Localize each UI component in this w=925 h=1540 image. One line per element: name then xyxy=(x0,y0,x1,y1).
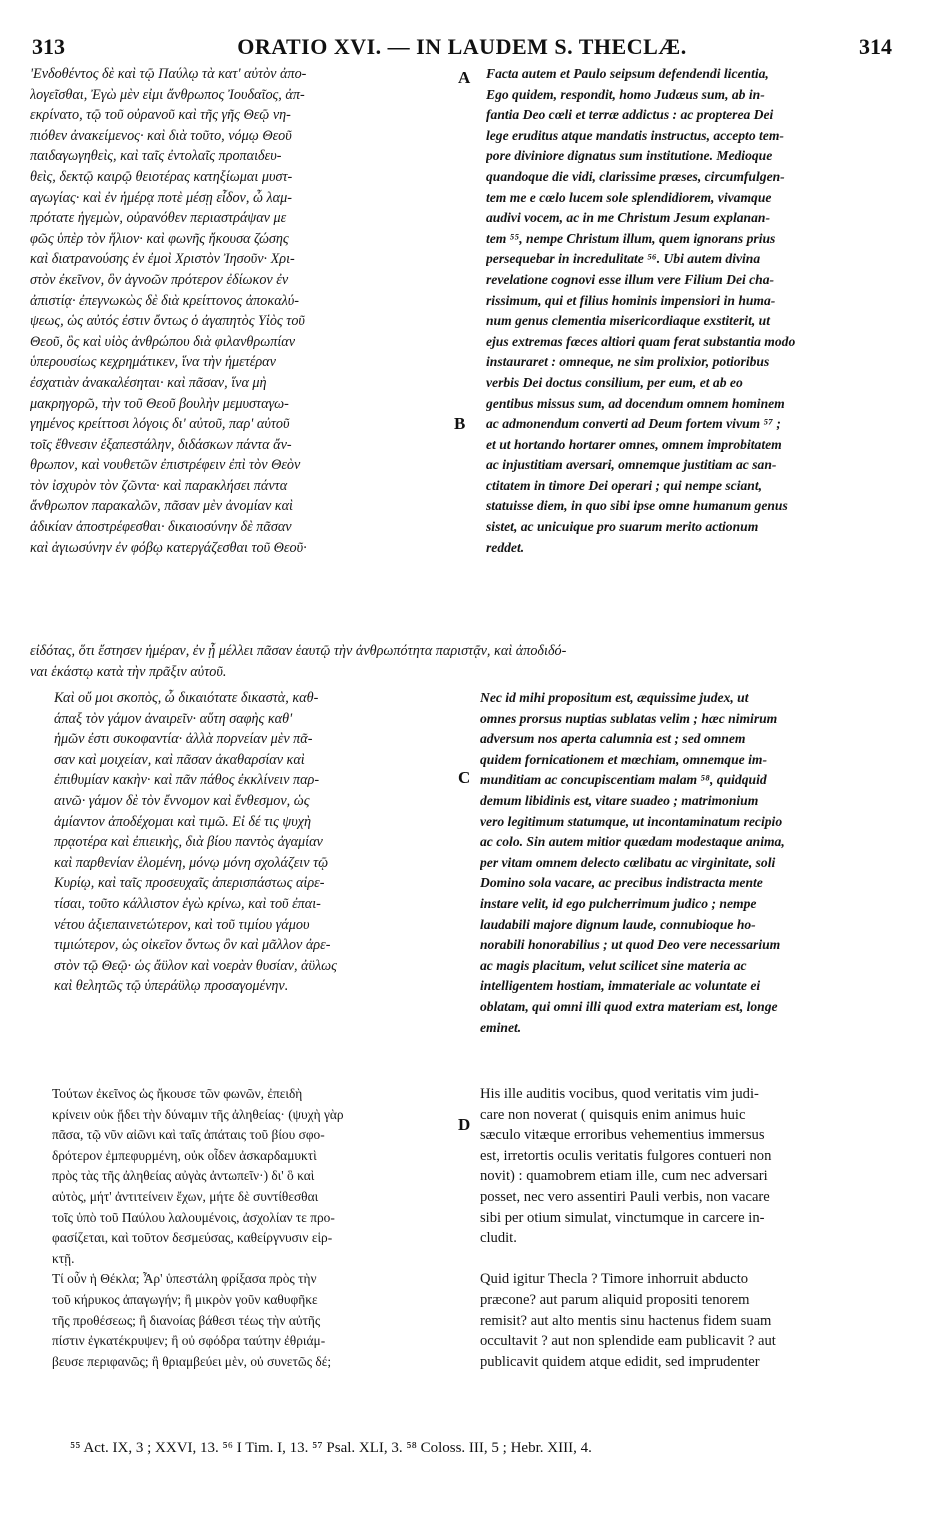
text-line: ac magis placitum, velut scilicet sine materia ac xyxy=(480,957,747,973)
text-line: αινῶ· γάμον δὲ τὸν ἔννομον καὶ ἔνθεσμον, ὡς xyxy=(54,792,310,809)
text-line: tem ⁵⁵, nempe Christum illum, quem ignorans prius xyxy=(486,230,776,246)
text-line: ac admonendum converti ad Deum fortem vivum ⁵⁷ ; xyxy=(486,416,781,432)
text-line: αγωγίας· καὶ ἐν ἡμέρᾳ ποτὲ μέσῃ εἶδον, ὦ λαμ- xyxy=(30,189,292,206)
text-line: quidem fornicationem et mœchiam, omnemque im- xyxy=(480,751,767,767)
text-line: adversum nos aperta calumnia est ; sed omnem xyxy=(480,731,746,747)
text-line: τῆς προθέσεως; ἢ διανοίας βάθεσι τέως τὴν αὐτῆς xyxy=(52,1312,321,1328)
text-line: παιδαγωγηθεὶς, καὶ ταῖς ἐντολαῖς προπαιδευ- xyxy=(30,148,282,165)
text-line: laudabili majore dignum laude, connubioque ho- xyxy=(480,916,756,932)
text-line: demum libidinis est, vitare suadeo ; matrimonium xyxy=(480,792,759,808)
text-line: ἡμῶν ἐστι συκοφαντία· ἀλλὰ πορνείαν μὲν πᾶ- xyxy=(54,731,313,748)
text-line: ὑπερουσίως κεχρημάτικεν, ἵνα τὴν ἡμετέραν xyxy=(30,354,276,371)
text-line: Quid igitur Thecla ? Timore inhorruit abducto xyxy=(480,1271,749,1288)
text-line: munditiam ac concupiscentiam malam ⁵⁸, quidquid xyxy=(480,772,767,788)
text-line: λογεῖσθαι, Ἐγὼ μὲν εἰμι ἄνθρωπος Ἰουδαῖος, ἀπ- xyxy=(30,86,305,103)
text-line: eminet. xyxy=(480,1019,522,1035)
text-line: τοῦ κήρυκος ἀπαγωγήν; ἢ μικρὸν γοῦν καθυφῆκε xyxy=(52,1291,318,1307)
text-line: est, irretortis oculis veritatis fulgores contueri non xyxy=(480,1147,772,1164)
text-line: τὸν ἰσχυρὸν τὸν ζῶντα· καὶ παρακλήσει πάντα xyxy=(30,477,288,494)
text-line: intelligentem hostiam, immateriale ac voluntate ei xyxy=(480,978,761,994)
greek-column-bottom xyxy=(52,1084,457,1372)
text-line: φασίζεται, καὶ τοῦτον δεσμεύσας, καθείργνυσιν εἱρ- xyxy=(52,1230,333,1246)
text-line: βευσε περιφανῶς; ἢ θριαμβεύει μὲν, οὐ συνετῶς δέ; xyxy=(52,1353,332,1369)
text-line: ἀπιστίᾳ· ἐπεγνωκὼς δὲ διὰ κρείττονος ἀποκαλύ- xyxy=(30,292,300,309)
text-line: θεὶς, δεκτῷ καιρῷ θειοτέρας κατηξίωμαι μυστ- xyxy=(30,168,293,185)
text-line: καὶ ἁγιωσύνην ἐν φόβῳ κατεργάζεσθαι τοῦ Θεοῦ· xyxy=(30,539,307,556)
text-line: omnes prorsus nuptias sublatas velim ; hæc nimirum xyxy=(480,710,778,726)
text-line: πᾶσα, τῷ νῦν αἰῶνι καὶ ταῖς ἀπάταις τοῦ βίου σφο- xyxy=(52,1127,325,1143)
text-line: Facta autem et Paulo seipsum defendendi licentia, xyxy=(486,66,769,81)
text-line: per vitam omnem delecto cœlibatu ac virginitate, soli xyxy=(480,854,776,870)
text-line: cludit. xyxy=(480,1230,517,1247)
text-line: lege eruditus atque mandatis instructus, accepto tem- xyxy=(486,127,784,143)
text-line: ἀδικίαν ἀποστρέφεσθαι· δικαιοσύνην δὲ πᾶσαν xyxy=(30,519,292,536)
section-marker-a: A xyxy=(458,68,471,87)
text-line: Nec id mihi propositum est, æquissime judex, ut xyxy=(480,690,749,705)
text-line: ἐσχατιὰν ἀνακαλέσηται· καὶ πᾶσαν, ἵνα μὴ xyxy=(30,374,267,391)
text-line: καὶ θελητῶς τῷ ὑπεράϋλῳ προσαγομένην. xyxy=(54,978,289,995)
text-line: ac colo. Sin autem mitior quædam modestaque anima, xyxy=(480,834,785,850)
text-line: πρὸς τὰς τῆς ἀληθείας αὐγὰς ἀντωπεῖν·) δι' ὃ καὶ xyxy=(52,1168,315,1184)
text-line: Καὶ οὔ μοι σκοπὸς, ὦ δικαιότατε δικαστὰ, καθ- xyxy=(54,690,319,706)
text-line: Τούτων ἐκεῖνος ὡς ἤκουσε τῶν φωνῶν, ἐπειδὴ xyxy=(52,1086,303,1101)
text-line: άπαξ τὸν γάμον ἀναιρεῖν· αὕτη σαφὴς καθ' xyxy=(54,710,293,727)
text-line: τίσαι, τοῦτο κάλλιστον ἐγὼ κρίνω, καὶ τοῦ ἐπαι- xyxy=(54,895,321,912)
running-header xyxy=(32,34,892,62)
footnotes: ⁵⁵ Act. IX, 3 ; XXVI, 13. ⁵⁶ I Tim. I, 13. ⁵⁷ Psal. XLI, 3. ⁵⁸ Coloss. III, 5 ; Hebr. XIII, 4. xyxy=(70,1440,592,1456)
text-line: tem me e cœlo lucem sole splendidiorem, vivamque xyxy=(486,189,772,205)
text-line: persequebar in incredulitate ⁵⁶. Ubi autem divina xyxy=(486,251,761,267)
text-line: rissimum, qui et filius hominis impensiori in huma- xyxy=(486,292,776,308)
text-line: His ille auditis vocibus, quod veritatis vim judi- xyxy=(480,1086,759,1102)
text-line: θρωπον, καὶ νουθετῶν ἐπιστρέφειν ἐπὶ τὸν Θεὸν xyxy=(30,457,301,474)
text-line: ἄνθρωπον παρακαλῶν, πᾶσαν μὲν ἀνομίαν καὶ xyxy=(30,498,293,515)
section-marker-c: C xyxy=(458,768,471,787)
greek-column-top xyxy=(30,64,455,558)
text-line: sibi per otium simulat, vinctumque in carcere in- xyxy=(480,1209,765,1226)
text-line: γημένος κρείττοσι λόγοις δι' αὐτοῦ, παρ' αὐτοῦ xyxy=(30,416,290,433)
text-line: 'Ενδοθέντος δὲ καὶ τῷ Παύλῳ τὰ κατ' αὐτὸν ἀπο- xyxy=(30,66,307,82)
text-line: instare velit, id ego pulcherrimum judico ; nempe xyxy=(480,895,757,911)
text-line: μακρηγορῶ, τὴν τοῦ Θεοῦ βουλὴν μεμυσταγω- xyxy=(30,395,289,412)
greek-full-width-line: εἰδότας, ὅτι ἔστησεν ἡμέραν, ἐν ᾗ μέλλει πᾶσαν ἑαυτῷ τὴν ἀνθρωπότητα παριστᾷν, καὶ ἀποδιδό- xyxy=(30,643,567,659)
text-line: Θεοῦ, ὃς καὶ υἱὸς ἀνθρώπου διὰ φιλανθρωπίαν xyxy=(30,333,296,350)
text-line: καὶ παρθενίαν ἑλομένη, μόνῳ μόνη σχολάζειν τῷ xyxy=(54,854,329,871)
section-marker-b: B xyxy=(454,414,466,433)
text-line: Domino sola vacare, ac precibus indistracta mente xyxy=(480,875,763,891)
text-line: τοῖς ὑπὸ τοῦ Παύλου λαλουμένοις, ἀσχολίαν τε προ- xyxy=(52,1209,335,1225)
text-line: ac injustitiam aversari, omnemque justitiam ac san- xyxy=(486,457,777,473)
text-line: δρότερον ἐμπεφυρμένη, οὐκ οἶδεν ἀσκαρδαμυκτὶ xyxy=(52,1147,317,1163)
text-line: occultavit ? aut non splendide eam publicavit ? aut xyxy=(480,1333,776,1350)
text-line: sistet, ac unicuique pro suarum merito actionum xyxy=(486,519,759,535)
text-line: pore diviniore dignatus sum institutione. Medioque xyxy=(486,148,773,164)
text-line: posset, nec vero assentiri Pauli verbis, non vacare xyxy=(480,1188,770,1205)
text-line: Τί οὖν ἡ Θέκλα; Ἆρ' ὑπεστάλη φρίξασα πρὸς τὴν xyxy=(52,1271,317,1287)
text-line: verbis Dei doctus consilium, per eum, et ab eo xyxy=(486,374,743,390)
text-line: quandoque die vidi, clarissime præses, circumfulgen- xyxy=(486,168,785,184)
text-line: novit) : quamobrem etiam ille, cum nec adversari xyxy=(480,1168,768,1185)
text-line: πιόθεν ἀνακείμενος· καὶ διὰ τοῦτο, νόμῳ Θεοῦ xyxy=(30,127,292,144)
page-number-left: 313 xyxy=(32,34,65,59)
text-line: statuisse diem, in quo sibi ipse omne humanum genus xyxy=(486,498,788,514)
latin-column-top xyxy=(486,64,896,558)
text-line: νέτου ἀξιεπαινετώτερον, καὶ τοῦ τιμίου γάμου xyxy=(54,916,310,933)
text-line: αὐτὸς, μήτ' ἀντιτείνειν ἔχων, μήτε δὲ συντίθεσθαι xyxy=(52,1188,319,1204)
text-line: εκρίνατο, τῷ τοῦ οὐρανοῦ καὶ τῆς γῆς Θεῷ νη- xyxy=(30,107,291,124)
text-line: revelatione cognovi esse illum vere Filium Dei cha- xyxy=(486,271,775,287)
text-line: στὸν ἐκεῖνον, ὃν ἀγνοῶν πρότερον ἐδίωκον ἐν xyxy=(30,271,289,288)
text-line: πρᾳοτέρα καὶ ἐπιεικὴς, διὰ βίου παντὸς ἀγαμίαν xyxy=(54,834,323,851)
text-line: Κυρίῳ, καὶ ταῖς προσευχαῖς ἀπερισπάστως αἱρε- xyxy=(54,875,325,892)
text-line: τοῖς ἔθνεσιν ἐξαπεστάλην, διδάσκων πάντα ἄν- xyxy=(30,436,292,453)
text-line: remisit? aut alto mentis sinu hactenus fidem suam xyxy=(480,1312,772,1329)
text-line: Ego quidem, respondit, homo Judæus sum, ab in- xyxy=(486,86,765,102)
text-line: καὶ διατρανούσης ἐν ἐμοὶ Χριστὸν Ἰησοῦν· Χρι- xyxy=(30,251,295,268)
text-line: κτῇ. xyxy=(52,1250,75,1266)
page-title: ORATIO XVI. — IN LAUDEM S. THECLÆ. xyxy=(237,34,687,59)
text-line: κρίνειν οὐκ ᾔδει τὴν δύναμιν τῆς ἀληθείας· (ψυχὴ γὰρ xyxy=(52,1106,344,1122)
text-line: audivi vocem, ac in me Christum Jesum explanan- xyxy=(486,210,770,226)
text-line: reddet. xyxy=(486,539,525,555)
text-line: fantia Deo cœli et terræ addictus : ac propterea Dei xyxy=(486,107,774,123)
page-number-right: 314 xyxy=(859,34,892,59)
greek-column-middle xyxy=(54,688,456,997)
text-line: ejus extremas fæces altiori quam ferat substantia modo xyxy=(486,333,796,349)
text-line: sæculo vitæque erroribus vehementius immersus xyxy=(480,1127,765,1144)
text-line: στὸν τῷ Θεῷ· ὡς ἄϋλον καὶ νοερὰν θυσίαν, ἀϋλως xyxy=(54,957,337,974)
text-line: instauraret : omneque, ne sim prolixior, potioribus xyxy=(486,354,770,370)
text-line: et ut hortando hortarer omnes, omnem improbitatem xyxy=(486,436,782,452)
text-line: vero legitimum statumque, ut incontaminatum recipio xyxy=(480,813,783,829)
latin-column-middle xyxy=(480,688,895,1038)
latin-column-bottom xyxy=(480,1084,895,1372)
text-line: φῶς ὑπὲρ τὸν ἥλιον· καὶ φωνῆς ἤκουσα ζώσης xyxy=(30,230,289,247)
text-line: præcone? aut parum aliquid propositi tenorem xyxy=(480,1291,750,1308)
greek-line-continuation: ναι ἑκάστῳ κατὰ τὴν πρᾶξιν αὐτοῦ. xyxy=(30,664,227,680)
text-line: ctitatem in timore Dei operari ; qui nempe sciant, xyxy=(486,477,763,493)
text-line: gentibus missus sum, ad docendum omnem hominem xyxy=(486,395,785,411)
text-line: ἀμίαντον ἀποδέχομαι καὶ τιμῶ. Εἰ δέ τις ψυχὴ xyxy=(54,813,312,830)
text-line: πρότατε ἡγεμὼν, οὐρανόθεν περιαστράψαν με xyxy=(30,210,287,227)
text-line: σαν καὶ μοιχείαν, καὶ πᾶσαν ἀκαθαρσίαν καὶ xyxy=(54,751,305,768)
text-line: oblatam, qui omni illi quod extra materiam est, longe xyxy=(480,998,778,1014)
text-line: norabili honorabilius ; ut quod Deo vere necessarium xyxy=(480,937,781,953)
text-line: πίστιν ἐγκατέκρυψεν; ἢ οὐ σφόδρα ταύτην ἐθριάμ- xyxy=(52,1333,326,1349)
text-line: ἐπιθυμίαν κακὴν· καὶ πᾶν πάθος ἐκκλίνειν παρ- xyxy=(54,772,320,789)
text-line: publicavit quidem atque edidit, sed imprudenter xyxy=(480,1353,760,1370)
section-marker-d: D xyxy=(458,1115,471,1134)
text-line xyxy=(480,1249,895,1270)
text-line: care non noverat ( quisquis enim animus huic xyxy=(480,1106,746,1123)
text-line: num genus clementia misericordiaque exstiterit, ut xyxy=(486,313,770,329)
text-line: ψεως, ὡς αὐτός ἐστιν ὄντως ὁ ἀγαπητὸς Υἱὸς τοῦ xyxy=(30,313,305,330)
text-line: τιμιώτερον, ὡς οἰκεῖον ὄντως ὂν καὶ μᾶλλον ἀρε- xyxy=(54,937,331,954)
